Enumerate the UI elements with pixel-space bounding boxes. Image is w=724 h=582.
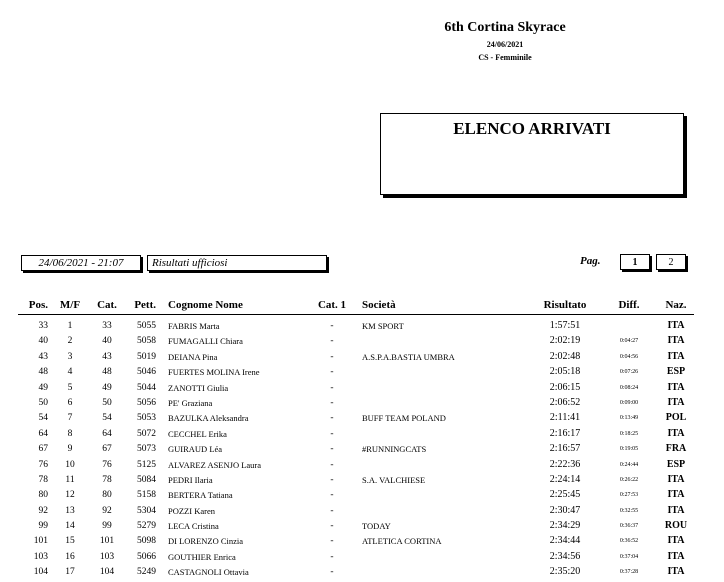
cell-pos: 43 xyxy=(38,351,48,362)
cell-mf: 16 xyxy=(65,551,75,562)
cell-societa: TODAY xyxy=(362,521,391,532)
cell-cat1: - xyxy=(330,490,334,501)
cell-pett: 5056 xyxy=(137,397,156,408)
event-date: 24/06/2021 xyxy=(486,40,524,49)
table-row xyxy=(0,335,724,350)
cell-name: PE' Graziana xyxy=(168,397,213,408)
cell-risultato: 2:22:36 xyxy=(549,458,581,470)
cell-risultato: 1:57:51 xyxy=(549,320,581,331)
cell-cat: 49 xyxy=(102,382,112,393)
cell-name: ALVAREZ ASENJO Laura xyxy=(168,459,262,470)
table-row xyxy=(0,320,724,335)
cell-pos: 67 xyxy=(38,444,48,455)
cell-pett: 5098 xyxy=(137,536,156,547)
cell-diff: 0:32:55 xyxy=(619,507,639,514)
event-title: 6th Cortina Skyrace xyxy=(444,20,566,35)
cell-pos: 80 xyxy=(38,490,48,501)
cell-pos: 101 xyxy=(33,536,48,547)
cell-pett: 5055 xyxy=(137,321,156,331)
cell-pos: 76 xyxy=(38,459,48,470)
table-row xyxy=(0,474,724,489)
cell-cat: 101 xyxy=(99,536,115,547)
page-current-button[interactable]: 1 xyxy=(620,254,650,270)
col-header-cat: Cat. xyxy=(97,299,117,311)
cell-cat: 33 xyxy=(102,321,112,331)
cell-naz: ESP xyxy=(666,366,686,378)
cell-pos: 40 xyxy=(38,336,48,347)
table-row xyxy=(0,366,724,381)
cell-diff: 0:36:52 xyxy=(619,538,639,545)
cell-mf: 17 xyxy=(65,567,75,578)
cell-societa: S.A. VALCHIESE xyxy=(362,474,426,485)
cell-name: CECCHEL Erika xyxy=(168,428,227,439)
cell-cat1: - xyxy=(330,474,334,485)
cell-name: ZANOTTI Giulia xyxy=(168,382,229,393)
col-header-diff: Diff. xyxy=(618,299,640,311)
cell-pett: 5304 xyxy=(137,505,156,516)
cell-naz: ITA xyxy=(667,320,685,331)
cell-naz: ITA xyxy=(667,473,685,485)
results-title: ELENCO ARRIVATI xyxy=(453,119,611,138)
cell-name: LECA Cristina xyxy=(168,521,219,532)
cell-risultato: 2:34:29 xyxy=(549,520,581,532)
col-header-pos: Pos. xyxy=(28,299,48,311)
event-category: CS - Femminile xyxy=(478,53,532,62)
col-header-naz: Naz. xyxy=(665,299,687,311)
page-total-button[interactable]: 2 xyxy=(656,254,686,270)
table-row xyxy=(0,351,724,366)
cell-diff: 0:08:24 xyxy=(619,384,639,391)
cell-risultato: 2:25:45 xyxy=(549,489,581,501)
cell-naz: ROU xyxy=(664,520,688,532)
cell-naz: ITA xyxy=(667,489,685,501)
cell-risultato: 2:35:20 xyxy=(549,566,581,578)
cell-cat1: - xyxy=(330,521,334,532)
cell-cat: 104 xyxy=(99,567,115,578)
cell-cat1: - xyxy=(330,567,334,578)
print-timestamp: 24/06/2021 - 21:07 xyxy=(21,255,141,271)
cell-name: PEDRI Ilaria xyxy=(168,474,213,485)
cell-pett: 5084 xyxy=(137,474,156,485)
cell-pett: 5044 xyxy=(137,382,156,393)
cell-diff: 0:07:26 xyxy=(619,369,639,376)
table-row xyxy=(0,520,724,535)
cell-cat1: - xyxy=(330,536,334,547)
cell-risultato: 2:24:14 xyxy=(549,473,581,485)
cell-mf: 5 xyxy=(67,382,73,393)
cell-risultato: 2:11:41 xyxy=(549,412,581,424)
cell-naz: ESP xyxy=(666,458,686,470)
cell-cat: 92 xyxy=(102,505,112,516)
table-row xyxy=(0,566,724,581)
cell-name: DEIANA Pina xyxy=(168,351,218,362)
cell-cat: 67 xyxy=(102,444,112,455)
cell-pos: 48 xyxy=(38,367,48,378)
cell-pett: 5249 xyxy=(137,567,156,578)
cell-pett: 5073 xyxy=(137,444,156,455)
cell-cat1: - xyxy=(330,321,334,331)
cell-mf: 12 xyxy=(65,490,75,501)
cell-diff: 0:26:22 xyxy=(619,476,639,483)
cell-name: FABRIS Marta xyxy=(168,321,220,331)
cell-cat1: - xyxy=(330,428,334,439)
cell-cat1: - xyxy=(330,367,334,378)
cell-cat: 64 xyxy=(102,428,112,439)
cell-diff: 0:37:28 xyxy=(619,569,639,576)
col-header-risultato: Risultato xyxy=(543,299,587,311)
cell-naz: FRA xyxy=(665,443,687,455)
col-header-name: Cognome Nome xyxy=(168,299,243,311)
cell-mf: 6 xyxy=(67,397,73,408)
table-row xyxy=(0,489,724,504)
cell-naz: ITA xyxy=(667,335,685,347)
cell-pett: 5019 xyxy=(137,351,156,362)
cell-cat1: - xyxy=(330,444,334,455)
col-header-pett: Pett. xyxy=(134,299,156,311)
cell-mf: 7 xyxy=(67,413,73,424)
cell-diff: 0:24:44 xyxy=(619,461,639,468)
col-header-societa: Società xyxy=(362,299,396,311)
cell-risultato: 2:05:18 xyxy=(549,366,581,378)
cell-cat: 50 xyxy=(102,397,112,408)
cell-risultato: 2:16:17 xyxy=(549,427,581,439)
cell-name: BERTERA Tatiana xyxy=(168,490,233,501)
cell-cat: 76 xyxy=(102,459,112,470)
cell-pett: 5125 xyxy=(137,459,156,470)
cell-cat1: - xyxy=(330,459,334,470)
cell-cat: 99 xyxy=(102,521,112,532)
cell-societa: A.S.P.A.BASTIA UMBRA xyxy=(362,351,455,362)
cell-pos: 64 xyxy=(38,428,48,439)
cell-risultato: 2:34:56 xyxy=(549,550,581,562)
cell-naz: POL xyxy=(665,412,687,424)
cell-mf: 15 xyxy=(65,536,75,547)
cell-risultato: 2:02:19 xyxy=(549,335,581,347)
cell-cat1: - xyxy=(330,551,334,562)
cell-mf: 11 xyxy=(65,474,75,485)
cell-societa: #RUNNINGCATS xyxy=(362,444,427,455)
cell-cat1: - xyxy=(330,351,334,362)
cell-mf: 1 xyxy=(67,321,73,331)
table-row xyxy=(0,412,724,427)
cell-name: BAZULKA Aleksandra xyxy=(168,413,249,424)
table-row xyxy=(0,535,724,550)
cell-diff: 0:19:05 xyxy=(619,446,639,453)
cell-pos: 49 xyxy=(38,382,48,393)
cell-naz: ITA xyxy=(667,350,685,362)
cell-societa: BUFF TEAM POLAND xyxy=(362,413,446,424)
cell-cat: 48 xyxy=(102,367,112,378)
table-row xyxy=(0,551,724,566)
cell-pett: 5279 xyxy=(137,521,156,532)
cell-pos: 50 xyxy=(38,397,48,408)
col-header-cat1: Cat. 1 xyxy=(317,299,347,311)
cell-name: FUMAGALLI Chiara xyxy=(168,336,243,347)
cell-pos: 33 xyxy=(38,321,48,331)
cell-cat: 78 xyxy=(102,474,112,485)
results-table-body xyxy=(0,320,724,582)
cell-diff: 0:09:00 xyxy=(619,399,639,406)
cell-mf: 8 xyxy=(67,428,73,439)
cell-name: CASTAGNOLI Ottavia xyxy=(168,567,249,578)
cell-pos: 78 xyxy=(38,474,48,485)
cell-naz: ITA xyxy=(667,381,685,393)
header-divider xyxy=(18,314,694,315)
cell-cat1: - xyxy=(330,397,334,408)
cell-diff: 0:36:37 xyxy=(619,523,639,530)
table-row xyxy=(0,443,724,458)
cell-name: GOUTHIER Enrica xyxy=(168,551,236,562)
cell-naz: ITA xyxy=(667,396,685,408)
cell-risultato: 2:34:44 xyxy=(549,535,581,547)
cell-name: DI LORENZO Cinzia xyxy=(168,536,244,547)
cell-pett: 5053 xyxy=(137,413,156,424)
cell-societa: KM SPORT xyxy=(362,321,404,331)
cell-cat1: - xyxy=(330,382,334,393)
cell-cat1: - xyxy=(330,413,334,424)
cell-risultato: 2:06:15 xyxy=(549,381,581,393)
page-label: Pag. xyxy=(580,255,601,267)
cell-name: FUERTES MOLINA Irene xyxy=(168,367,260,378)
table-row xyxy=(0,505,724,520)
cell-mf: 13 xyxy=(65,505,75,516)
cell-mf: 3 xyxy=(67,351,73,362)
cell-mf: 2 xyxy=(67,336,73,347)
cell-name: GUIRAUD Léa xyxy=(168,444,223,455)
table-header xyxy=(0,299,724,313)
cell-naz: ITA xyxy=(667,550,685,562)
cell-pett: 5058 xyxy=(137,336,156,347)
cell-risultato: 2:06:52 xyxy=(549,396,581,408)
cell-pett: 5158 xyxy=(137,490,156,501)
cell-naz: ITA xyxy=(667,535,685,547)
cell-pett: 5066 xyxy=(137,551,156,562)
cell-diff: 0:37:04 xyxy=(619,553,639,560)
cell-cat: 80 xyxy=(102,490,112,501)
table-row xyxy=(0,397,724,412)
cell-pos: 103 xyxy=(33,551,48,562)
cell-cat: 54 xyxy=(102,413,112,424)
table-row xyxy=(0,428,724,443)
table-row xyxy=(0,459,724,474)
cell-risultato: 2:02:48 xyxy=(549,350,581,362)
cell-cat: 40 xyxy=(102,336,112,347)
col-header-mf: M/F xyxy=(59,299,81,311)
cell-name: POZZI Karen xyxy=(168,505,215,516)
cell-diff: 0:13:49 xyxy=(619,415,639,422)
table-row xyxy=(0,382,724,397)
cell-pett: 5046 xyxy=(137,367,156,378)
cell-naz: ITA xyxy=(667,566,685,578)
cell-diff: 0:18:25 xyxy=(619,430,639,437)
cell-mf: 10 xyxy=(65,459,75,470)
cell-pos: 104 xyxy=(33,567,48,578)
cell-pos: 92 xyxy=(38,505,48,516)
cell-pett: 5072 xyxy=(137,428,156,439)
cell-naz: ITA xyxy=(667,504,685,516)
results-title-box xyxy=(380,113,684,195)
cell-naz: ITA xyxy=(667,427,685,439)
cell-cat1: - xyxy=(330,336,334,347)
cell-cat: 43 xyxy=(102,351,112,362)
cell-diff: 0:04:56 xyxy=(619,353,639,360)
cell-risultato: 2:30:47 xyxy=(549,504,581,516)
cell-risultato: 2:16:57 xyxy=(549,443,581,455)
cell-mf: 4 xyxy=(67,367,73,378)
cell-mf: 14 xyxy=(65,521,75,532)
cell-cat: 103 xyxy=(99,551,115,562)
cell-pos: 99 xyxy=(38,521,48,532)
cell-diff: 0:27:53 xyxy=(619,492,639,499)
cell-societa: ATLETICA CORTINA xyxy=(362,536,442,547)
cell-diff: 0:04:27 xyxy=(619,338,639,345)
cell-cat1: - xyxy=(330,505,334,516)
results-status: Risultati ufficiosi xyxy=(147,255,327,271)
cell-pos: 54 xyxy=(38,413,48,424)
cell-mf: 9 xyxy=(67,444,73,455)
